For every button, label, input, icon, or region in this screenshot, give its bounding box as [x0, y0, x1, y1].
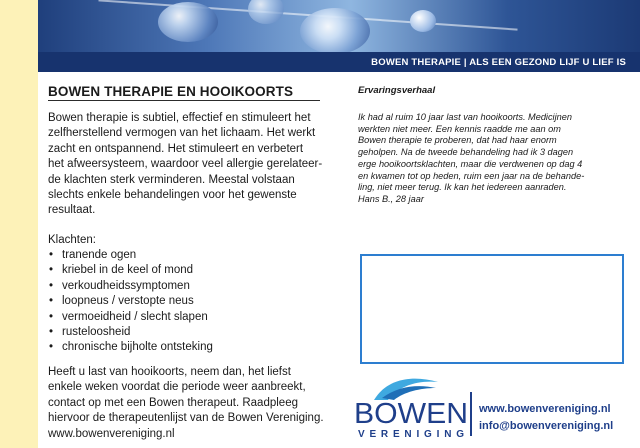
complaint-item: • vermoeidheid / slecht slapen — [48, 310, 213, 325]
water-drop — [410, 10, 436, 32]
testimonial-line: ling, niet meer terug. Ik kan het iedereen aanraden. — [358, 182, 567, 193]
email-link[interactable]: info@bowenvereniging.nl — [479, 420, 614, 432]
testimonial-title: Ervaringsverhaal — [358, 85, 436, 96]
intro-line: de klachten sterk verminderen. Meestal volstaan — [48, 173, 295, 186]
complaints-list — [48, 248, 213, 356]
complaint-item: • verkoudheidssymptomen — [48, 279, 213, 294]
water-drop — [158, 2, 218, 42]
advice-line: hiervoor de therapeutenlijst van de Bowen Vereniging. — [48, 412, 324, 425]
title-underline — [48, 100, 320, 101]
complaint-item: • kriebel in de keel of mond — [48, 263, 213, 278]
testimonial-author: Hans B., 28 jaar — [358, 193, 424, 204]
advice-line: enkele weken voordat die periode weer aanbreekt, — [48, 381, 306, 394]
complaints-heading: Klachten: — [48, 234, 96, 246]
logo-divider — [470, 392, 472, 436]
advice-website-link[interactable]: www.bowenvereniging.nl — [48, 427, 175, 440]
intro-line: het afweersysteem, waardoor veel allergie gerelateer- — [48, 158, 323, 171]
testimonial-line: Ik had al ruim 10 jaar last van hooikoorts. Medicijnen — [358, 112, 572, 122]
intro-line: slechts enkele behandelingen voor het gewenste — [48, 189, 297, 202]
header-tagline: BOWEN THERAPIE | ALS EEN GEZOND LIJF U LIEF IS — [371, 57, 626, 68]
testimonial-body — [358, 112, 634, 206]
water-drop — [248, 0, 284, 24]
intro-line: zelfherstellend vermogen van het lichaam. Het werkt — [48, 127, 316, 140]
testimonial-line: en kwamen tot op heden, ruim een jaar na de behande- — [358, 170, 585, 181]
advice-line: contact op met een Bowen therapeut. Raadpleeg — [48, 396, 298, 409]
water-drop — [300, 8, 370, 52]
complaint-item: • tranende ogen — [48, 248, 213, 263]
advice-line: Heeft u last van hooikoorts, neem dan, het liefst — [48, 366, 291, 378]
hero-water-drops-image — [38, 0, 640, 52]
logo-word: BOWEN — [354, 398, 468, 430]
website-link[interactable]: www.bowenvereniging.nl — [479, 403, 611, 415]
bowen-vereniging-logo — [352, 374, 472, 444]
complaint-item: • rusteloosheid — [48, 325, 213, 340]
intro-line: zacht en ontspannend. Het stimuleert en verbetert — [48, 142, 304, 155]
intro-line: Bowen therapie is subtiel, effectief en stimuleert het — [48, 112, 311, 124]
photo-placeholder-frame — [360, 254, 624, 364]
left-accent-strip — [0, 0, 38, 448]
testimonial-line: geholpen. Na de tweede behandeling had ik 3 dagen — [358, 147, 574, 158]
advice-paragraph — [48, 365, 348, 442]
complaint-item: • chronische bijholte ontsteking — [48, 340, 213, 355]
testimonial-line: Bowen therapie te proberen, dat had haar enorm — [358, 135, 557, 146]
contact-block — [479, 401, 613, 435]
page-title: BOWEN THERAPIE EN HOOIKOORTS — [48, 84, 294, 99]
testimonial-line: erge hooikoortsklachten, maar die verdwenen op dag 4 — [358, 158, 583, 169]
testimonial-line: werkten niet meer. Een kennis raadde me aan om — [358, 123, 561, 134]
intro-line: resultaat. — [48, 204, 96, 217]
intro-paragraph — [48, 111, 348, 219]
complaint-item: • loopneus / verstopte neus — [48, 294, 213, 309]
logo-subtitle: VERENIGING — [358, 429, 464, 440]
